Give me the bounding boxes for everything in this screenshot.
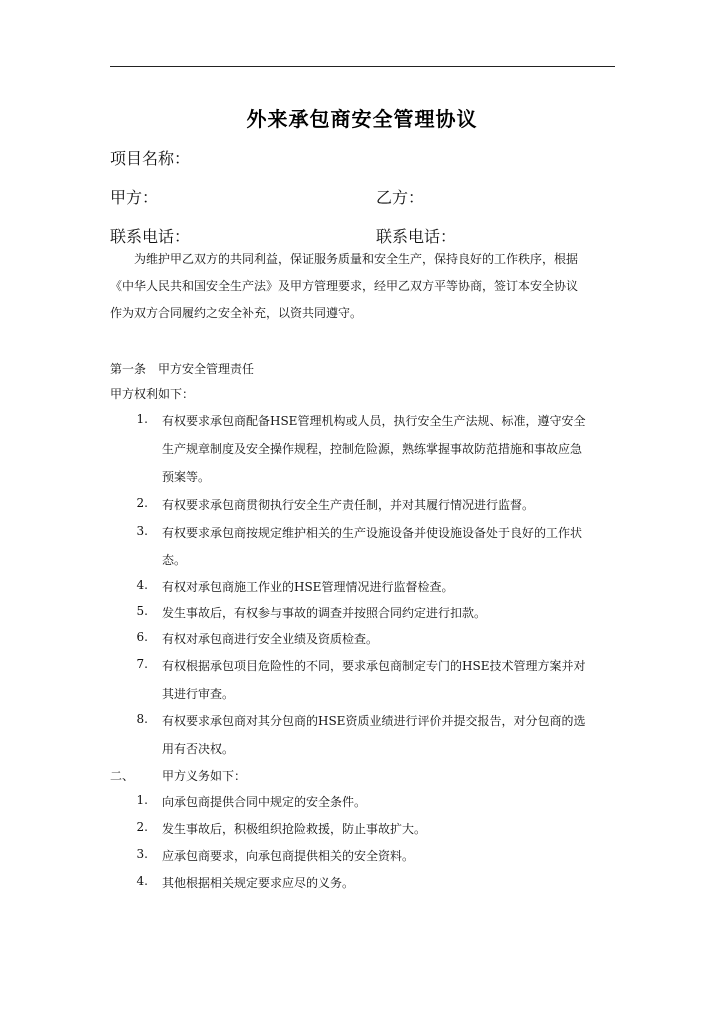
rights-item-text: 生产规章制度及安全操作规程，控制危险源，熟练掌握事故防范措施和事故应急 bbox=[162, 442, 583, 456]
rights-item-number: 8. bbox=[136, 712, 148, 726]
header-rule bbox=[110, 66, 615, 67]
rights-item-text: 有权要求承包商按规定维护相关的生产设施设备并使设施设备处于良好的工作状 bbox=[162, 526, 583, 540]
document-title: 外来承包商安全管理协议 bbox=[246, 107, 478, 131]
duties-item-number: 1. bbox=[136, 793, 148, 807]
party-b-phone-label: 联系电话： bbox=[376, 227, 457, 246]
rights-item-number: 4. bbox=[136, 578, 148, 592]
intro-line: 作为双方合同履约之安全补充，以资共同遵守。 bbox=[110, 306, 363, 320]
duties-item-text: 发生事故后，积极组织抢险救援，防止事故扩大。 bbox=[162, 822, 427, 836]
party-b-label: 乙方： bbox=[376, 188, 425, 207]
rights-item-text: 其进行审查。 bbox=[162, 687, 235, 701]
rights-item-text: 有权对承包商进行安全业绩及资质检查。 bbox=[162, 632, 379, 646]
duties-item-number: 3. bbox=[136, 847, 148, 861]
intro-paragraph bbox=[110, 246, 615, 327]
duties-heading: 甲方义务如下： bbox=[162, 769, 247, 783]
rights-item-number: 5. bbox=[136, 604, 148, 618]
rights-heading: 甲方权利如下： bbox=[110, 387, 195, 401]
rights-item-number: 1. bbox=[136, 412, 148, 426]
duties-item-number: 2. bbox=[136, 820, 148, 834]
rights-item-number: 6. bbox=[136, 630, 148, 644]
rights-item-text: 有权要求承包商贯彻执行安全生产责任制，并对其履行情况进行监督。 bbox=[162, 498, 535, 512]
rights-item-number: 2. bbox=[136, 496, 148, 510]
duties-number: 二、 bbox=[110, 769, 135, 783]
rights-item-text: 有权要求承包商对其分包商的HSE资质业绩进行评价并提交报告，对分包商的选 bbox=[162, 714, 586, 728]
rights-item-text: 用有否决权。 bbox=[162, 742, 235, 756]
rights-item-text: 发生事故后，有权参与事故的调查并按照合同约定进行扣款。 bbox=[162, 606, 487, 620]
party-a-phone-label: 联系电话： bbox=[110, 227, 191, 246]
duties-item-text: 向承包商提供合同中规定的安全条件。 bbox=[162, 795, 367, 809]
rights-item-number: 3. bbox=[136, 524, 148, 538]
party-a-label: 甲方： bbox=[110, 188, 159, 207]
rights-item-text: 预案等。 bbox=[162, 470, 211, 484]
duties-item-number: 4. bbox=[136, 874, 148, 888]
rights-item-text: 有权对承包商施工作业的HSE管理情况进行监督检查。 bbox=[162, 580, 454, 594]
duties-item-text: 应承包商要求，向承包商提供相关的安全资料。 bbox=[162, 849, 415, 863]
duties-item-text: 其他根据相关规定要求应尽的义务。 bbox=[162, 876, 355, 890]
project-name-label: 项目名称： bbox=[110, 149, 191, 168]
rights-item-text: 态。 bbox=[162, 553, 187, 567]
article-1-heading: 第一条 甲方安全管理责任 bbox=[110, 362, 255, 376]
intro-line: 《中华人民共和国安全生产法》及甲方管理要求，经甲乙双方平等协商，签订本安全协议 bbox=[110, 279, 579, 293]
intro-line: 为维护甲乙双方的共同利益，保证服务质量和安全生产，保持良好的工作秩序，根据 bbox=[134, 252, 579, 266]
rights-item-text: 有权要求承包商配备HSE管理机构或人员，执行安全生产法规、标准，遵守安全 bbox=[162, 414, 586, 428]
rights-item-number: 7. bbox=[136, 657, 148, 671]
rights-item-text: 有权根据承包项目危险性的不同，要求承包商制定专门的HSE技术管理方案并对 bbox=[162, 659, 586, 673]
